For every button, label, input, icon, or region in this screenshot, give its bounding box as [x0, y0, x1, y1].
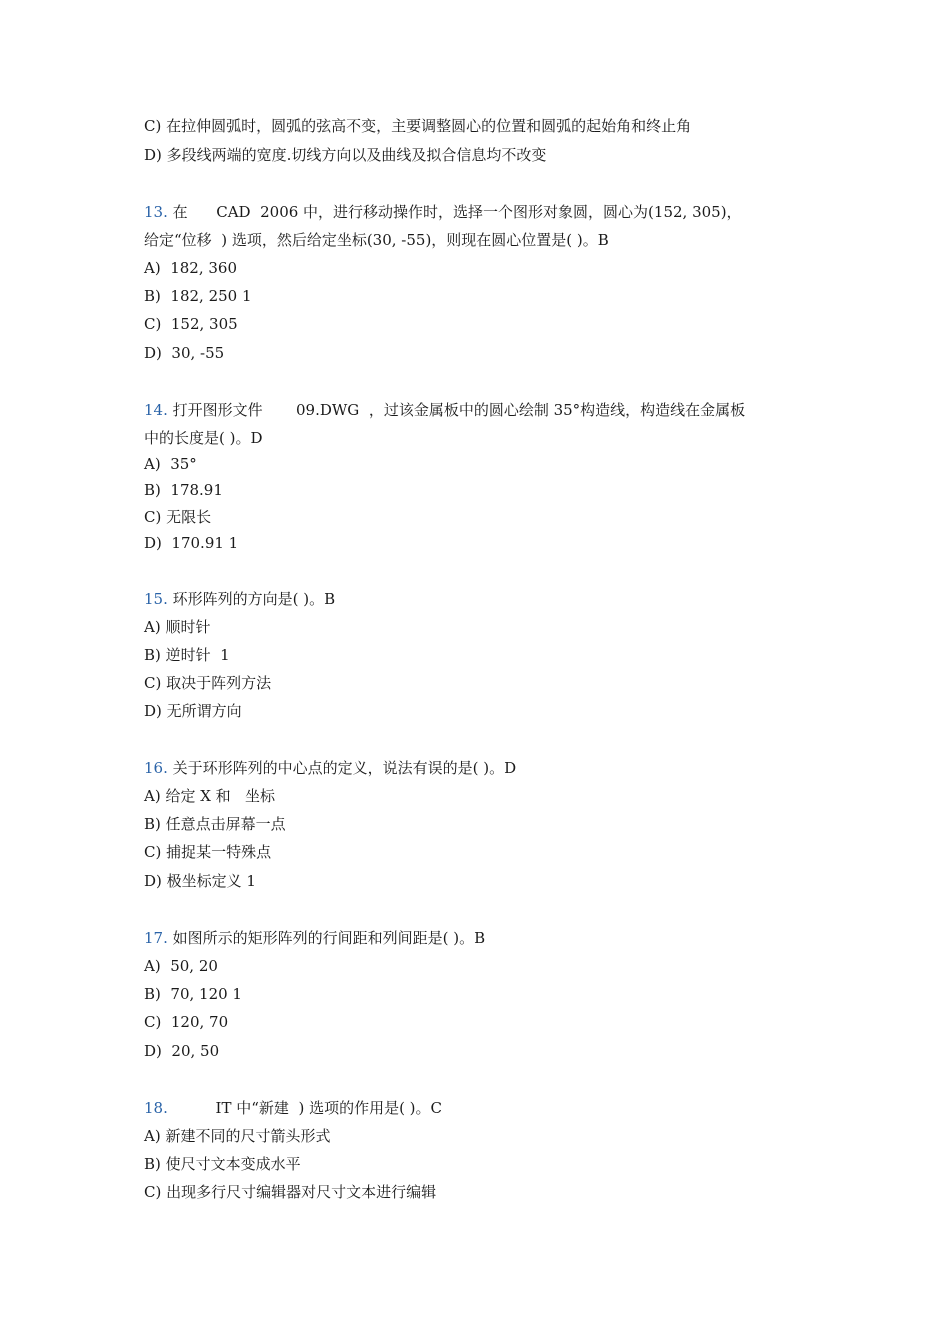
- q17-stem: [144, 928, 485, 948]
- q12-option-d: D) 多段线两端的宽度.切线方向以及曲线及拟合信息均不改变: [144, 146, 547, 164]
- q14-option-a: A) 35°: [144, 455, 197, 473]
- q13-option-c: C) 152, 305: [144, 315, 238, 333]
- q13-number: 13.: [144, 203, 168, 221]
- q13-stem-text-1: 在 CAD 2006 中，进行移动操作时，选择一个图形对象圆，圆心为(152, 305)，: [167, 203, 742, 221]
- q15-option-c: C) 取决于阵列方法: [144, 674, 272, 692]
- q14-stem-line-2: 中的长度是( )。D: [144, 429, 263, 447]
- q14-number: 14.: [144, 401, 168, 419]
- q14-option-c: C) 无限长: [144, 508, 212, 526]
- q13-stem-line-2: 给定“位移 ) 选项，然后给定坐标(30, -55)，则现在圆心位置是( )。B: [144, 231, 609, 249]
- q17-option-c: C) 120, 70: [144, 1013, 229, 1031]
- q18-option-b: B) 使尺寸文本变成水平: [144, 1155, 301, 1173]
- q15-option-d: D) 无所谓方向: [144, 702, 242, 720]
- q18-stem-text: IT 中“新建 ) 选项的作用是( )。C: [167, 1099, 443, 1117]
- q15-option-b: B) 逆时针 1: [144, 646, 230, 664]
- q18-option-c: C) 出现多行尺寸编辑器对尺寸文本进行编辑: [144, 1183, 437, 1201]
- q17-option-a: A) 50, 20: [144, 957, 218, 975]
- q15-number: 15.: [144, 590, 168, 608]
- q16-option-c: C) 捕捉某一特殊点: [144, 843, 272, 861]
- q16-stem: [144, 758, 516, 778]
- q13-option-b: B) 182, 250 1: [144, 287, 252, 305]
- q17-option-d: D) 20, 50: [144, 1042, 220, 1060]
- q14-option-d: D) 170.91 1: [144, 534, 239, 552]
- q18-stem: [144, 1098, 442, 1118]
- q15-stem: [144, 589, 335, 609]
- q14-option-b: B) 178.91: [144, 481, 223, 499]
- q16-number: 16.: [144, 759, 168, 777]
- q16-option-b: B) 任意点击屏幕一点: [144, 815, 286, 833]
- q14-stem-text-1: 打开图形文件 09.DWG ，过该金属板中的圆心绘制 35°构造线，构造线在金属板: [167, 401, 746, 419]
- q14-stem-line-1: [144, 400, 745, 420]
- q17-number: 17.: [144, 929, 168, 947]
- q12-option-c: C) 在拉伸圆弧时，圆弧的弦高不变，主要调整圆心的位置和圆弧的起始角和终止角: [144, 117, 692, 135]
- q16-stem-text: 关于环形阵列的中心点的定义，说法有误的是( )。D: [167, 759, 517, 777]
- q13-stem-line-1: [144, 202, 742, 222]
- q15-stem-text: 环形阵列的方向是( )。B: [167, 590, 336, 608]
- q18-option-a: A) 新建不同的尺寸箭头形式: [144, 1127, 331, 1145]
- q13-option-a: A) 182, 360: [144, 259, 238, 277]
- q16-option-d: D) 极坐标定义 1: [144, 872, 256, 890]
- q16-option-a: A) 给定 X 和 坐标: [144, 787, 275, 805]
- q18-number: 18.: [144, 1099, 168, 1117]
- q13-option-d: D) 30, -55: [144, 344, 225, 362]
- q15-option-a: A) 顺时针: [144, 618, 211, 636]
- q17-option-b: B) 70, 120 1: [144, 985, 242, 1003]
- q17-stem-text: 如图所示的矩形阵列的行间距和列间距是( )。B: [167, 929, 486, 947]
